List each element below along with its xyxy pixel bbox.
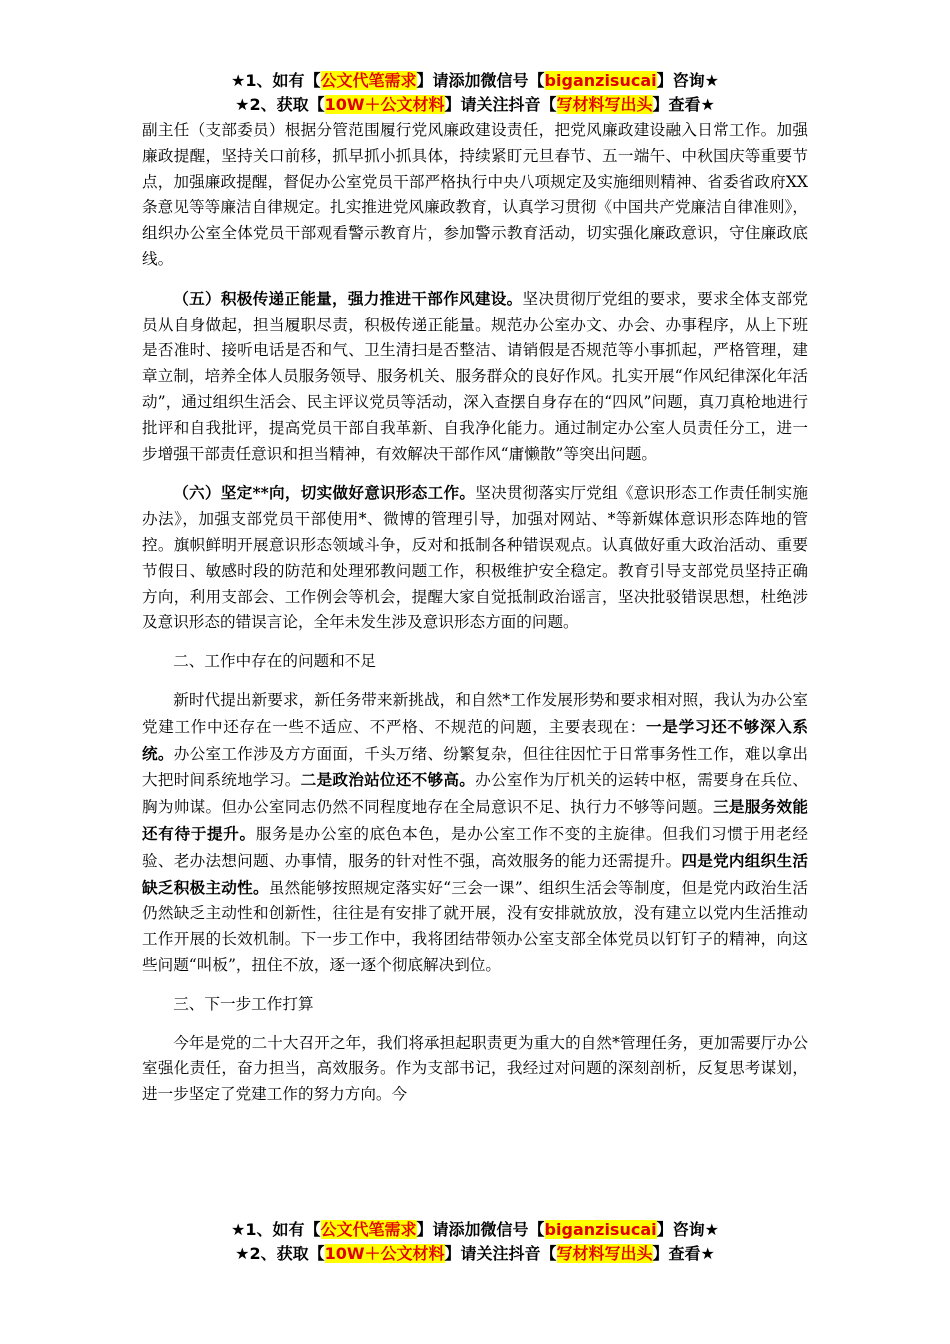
ad-text: 】请添加微信号【 xyxy=(416,1220,545,1239)
paragraph xyxy=(142,688,808,979)
document-body xyxy=(142,118,808,1108)
bold-phrase: 三是服务效能还有待于提升。 xyxy=(142,797,808,843)
ad-highlight: 写材料写出头 xyxy=(556,95,653,114)
bold-phrase: 二是政治站位还不够高。 xyxy=(300,770,476,790)
paragraph-text: 坚决贯彻落实厅党组《意识形态工作责任制实施办法》，加强支部党员干部使用*、微博的管理引导，加强对网站、*等新媒体意识形态阵地的管控。旗帜鲜明开展意识形态领域斗争，反对和抵制各种错误观点。认真做好重大政治活动、重要节假日、敏感时段的防范和处理邪教问题工作，积极维护安全稳定。教育引导支部党员坚持正确方向，利用支部会、工作例会等机会，提醒大家自觉抵制政治谣言，坚决批驳错误思想，杜绝涉及意识形态的错误言论，全年未发生涉及意识形态方面的问题。 xyxy=(142,484,808,632)
ad-text: 】咨询★ xyxy=(656,71,719,90)
footer-ad-line-1 xyxy=(0,1218,950,1242)
ad-highlight: 公文代笔需求 xyxy=(320,71,417,90)
paragraph: 今年是党的二十大召开之年，我们将承担起职责更为重大的自然*管理任务，更加需要厅办公室强化责任，奋力担当，高效服务。作为支部书记，我经过对问题的深刻剖析，反复思考谋划，进一步坚定了党建工作的努力方向。今 xyxy=(142,1033,808,1104)
ad-text: ★2、获取【 xyxy=(235,1244,325,1263)
header-ad-line-2 xyxy=(0,93,950,117)
paragraph-text: 坚决贯彻厅党组的要求，要求全体支部党员从自身做起，担当履职尽责，积极传递正能量。规范办公室办文、办会、办事程序，从上下班是否准时、接听电话是否和气、卫生清扫是否整洁、请销假是否规范等小事抓起，严格管理，建章立制，培养全体人员服务领导、服务机关、服务群众的良好作风。扎实开展“作风纪律深化年活动”，通过组织生活会、民主评议党员等活动，深入查摆自身存在的“四风”问题，真刀真枪地进行批评和自我批评，提高党员干部自我革新、自我净化能力。通过制定办公室人员责任分工，进一步增强干部责任意识和担当精神，有效解决干部作风“庸懒散”等突出问题。 xyxy=(142,289,808,463)
ad-text: 】请关注抖音【 xyxy=(444,95,557,114)
paragraph: 副主任（支部委员）根据分管范围履行党风廉政建设责任，把党风廉政建设融入日常工作。加强廉政提醒，坚持关口前移，抓早抓小抓具体，持续紧盯元旦春节、五一端午、中秋国庆等重要节点，加强廉政提醒，督促办公室党员干部严格执行中央八项规定及实施细则精神、省委省政府XX条意见等等廉洁自律规定。扎实推进党风廉政教育，认真学习贯彻《中国共产党廉洁自律准则》，组织办公室全体党员干部观看警示教育片，参加警示教育活动，切实强化廉政意识，守住廉政底线。 xyxy=(142,121,808,268)
section-heading: 三、下一步工作打算 xyxy=(173,994,314,1013)
ad-highlight: biganzisucai xyxy=(544,1220,657,1239)
ad-text: 】请关注抖音【 xyxy=(444,1244,557,1263)
header-ad-line-1 xyxy=(0,69,950,93)
bold-phrase: 一是学习还不够深入系统。 xyxy=(142,716,808,763)
ad-text: ★1、如有【 xyxy=(231,71,321,90)
ad-text: 】查看★ xyxy=(652,1244,715,1263)
ad-text: ★1、如有【 xyxy=(231,1220,321,1239)
ad-text: ★2、获取【 xyxy=(235,95,325,114)
paragraph-text: 办公室作为厅机关的运转中枢，需要身在兵位、胸为帅谋。但办公室同志仍然不同程度地存在全局意识不足、执行力不够等问题。 xyxy=(142,771,808,817)
paragraph xyxy=(142,480,808,636)
ad-highlight: 公文代笔需求 xyxy=(320,1220,417,1239)
ad-highlight: biganzisucai xyxy=(544,71,657,90)
paragraph-heading: （六）坚定**向，切实做好意识形态工作。 xyxy=(173,483,476,503)
ad-text: 】查看★ xyxy=(652,95,715,114)
paragraph xyxy=(142,286,808,468)
paragraph-text: 办公室工作涉及方方面面，千头万绪、纷繁复杂，但往往因忙于日常事务性工作，难以拿出大把时间系统地学习。 xyxy=(142,744,808,790)
bold-phrase: 四是党内组织生活缺乏积极主动性。 xyxy=(142,850,808,897)
paragraph-text: 新时代提出新要求，新任务带来新挑战，和自然*工作发展形势和要求相对照，我认为办公室党建工作中还存在一些不适应、不严格、不规范的问题，主要表现在： xyxy=(142,690,808,736)
footer-ad-line-2 xyxy=(0,1242,950,1266)
section-heading: 二、工作中存在的问题和不足 xyxy=(173,652,376,671)
ad-highlight: 写材料写出头 xyxy=(556,1244,653,1263)
ad-text: 】咨询★ xyxy=(656,1220,719,1239)
ad-highlight: 10W＋公文材料 xyxy=(324,1244,445,1263)
ad-text: 】请添加微信号【 xyxy=(416,71,545,90)
paragraph-text: 虽然能够按照规定落实好“三会一课”、组织生活会等制度，但是党内政治生活仍然缺乏主动性和创新性，往往是有安排了就开展，没有安排就放放，没有建立以党内生活推动工作开展的长效机制。下一步工作中，我将团结带领办公室支部全体党员以钉钉子的精神，向这些问题“叫板”，扭住不放，逐一逐个彻底解决到位。 xyxy=(142,878,808,974)
ad-highlight: 10W＋公文材料 xyxy=(324,95,445,114)
paragraph-heading: （五）积极传递正能量，强力推进干部作风建设。 xyxy=(173,288,523,308)
paragraph-text: 服务是办公室的底色本色，是办公室工作不变的主旋律。但我们习惯于用老经验、老办法想问题、办事情，服务的针对性不强，高效服务的能力还需提升。 xyxy=(142,824,808,870)
